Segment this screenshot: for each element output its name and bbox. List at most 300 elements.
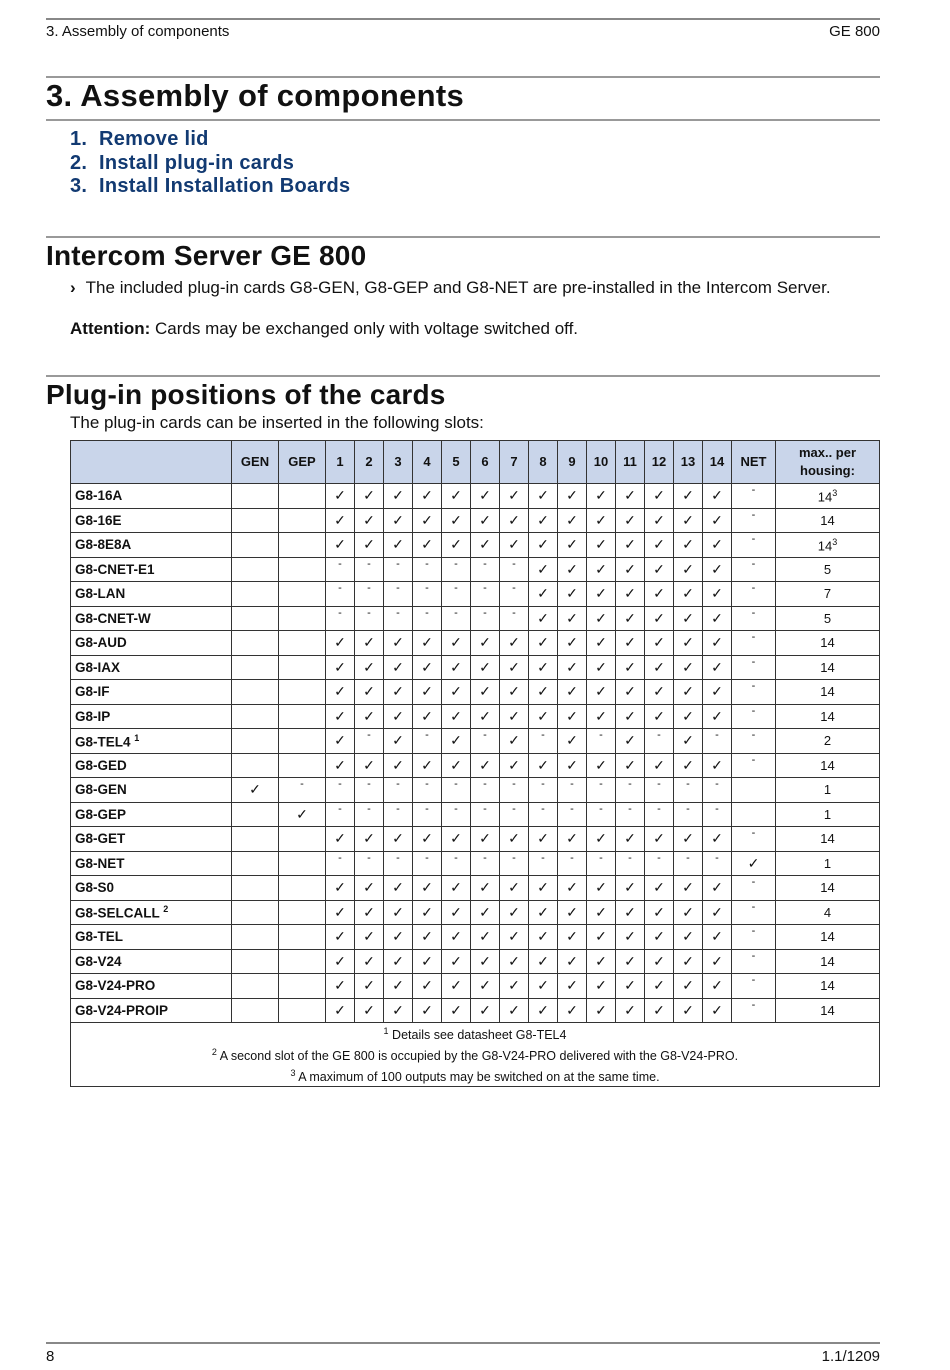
check-icon: ✓ — [616, 484, 645, 509]
check-icon: ✓ — [645, 900, 674, 925]
check-icon: ✓ — [616, 753, 645, 778]
check-icon: ✓ — [326, 680, 355, 705]
check-icon: ✓ — [645, 484, 674, 509]
check-icon: ✓ — [558, 704, 587, 729]
header-rule — [46, 18, 880, 20]
not-allowed-dash: - — [732, 876, 776, 901]
check-icon: ✓ — [384, 900, 413, 925]
empty-cell — [732, 802, 776, 827]
attention-paragraph — [70, 319, 578, 339]
empty-cell — [279, 827, 326, 852]
check-icon: ✓ — [355, 704, 384, 729]
step-list — [70, 128, 350, 199]
check-icon: ✓ — [500, 753, 529, 778]
empty-cell — [279, 925, 326, 950]
check-icon: ✓ — [703, 827, 732, 852]
empty-cell — [232, 998, 279, 1023]
card-name-cell: G8-AUD — [71, 631, 232, 656]
footnote: $^2$ A second slot of the GE 800 is occupied by the G8-V24-PRO delivered with the G8-V24-PRO. — [211, 1047, 739, 1064]
max-per-housing-cell: 14 — [776, 974, 880, 999]
max-per-housing-cell: 14 — [776, 949, 880, 974]
check-icon: ✓ — [587, 631, 616, 656]
check-icon: ✓ — [384, 631, 413, 656]
page-number: 8 — [46, 1348, 55, 1365]
check-icon: ✓ — [355, 925, 384, 950]
not-allowed-dash: - — [587, 729, 616, 754]
check-icon: ✓ — [616, 998, 645, 1023]
empty-cell — [279, 680, 326, 705]
check-icon: ✓ — [442, 925, 471, 950]
not-allowed-dash: - — [732, 949, 776, 974]
check-icon: ✓ — [587, 925, 616, 950]
check-icon: ✓ — [355, 876, 384, 901]
empty-cell — [232, 729, 279, 754]
check-icon: ✓ — [616, 533, 645, 558]
check-icon: ✓ — [471, 900, 500, 925]
check-icon: ✓ — [616, 582, 645, 607]
check-icon: ✓ — [413, 631, 442, 656]
table-row — [71, 949, 880, 974]
not-allowed-dash: - — [355, 582, 384, 607]
footnote: $^3$ A maximum of 100 outputs may be switched on at the same time. — [290, 1068, 660, 1085]
not-allowed-dash: - — [732, 557, 776, 582]
not-allowed-dash: - — [471, 606, 500, 631]
check-icon: ✓ — [587, 753, 616, 778]
empty-cell — [279, 876, 326, 901]
card-name-cell: G8-16E — [71, 508, 232, 533]
check-icon: ✓ — [558, 974, 587, 999]
empty-cell — [232, 655, 279, 680]
check-icon: ✓ — [384, 704, 413, 729]
not-allowed-dash: - — [732, 606, 776, 631]
check-icon: ✓ — [732, 851, 776, 876]
max-per-housing-cell: 4 — [776, 900, 880, 925]
check-icon: ✓ — [442, 484, 471, 509]
running-header-section: 3. Assembly of components — [46, 23, 230, 40]
check-icon: ✓ — [558, 582, 587, 607]
table-intro: The plug-in cards can be inserted in the following slots: — [70, 413, 484, 432]
table-row — [71, 680, 880, 705]
check-icon: ✓ — [616, 974, 645, 999]
chevron-right-icon: › — [70, 278, 76, 297]
check-icon: ✓ — [471, 925, 500, 950]
not-allowed-dash: - — [500, 802, 529, 827]
not-allowed-dash: - — [732, 704, 776, 729]
table-row — [71, 998, 880, 1023]
check-icon: ✓ — [326, 508, 355, 533]
check-icon: ✓ — [326, 729, 355, 754]
check-icon: ✓ — [703, 606, 732, 631]
empty-cell — [279, 508, 326, 533]
not-allowed-dash: - — [384, 802, 413, 827]
check-icon: ✓ — [558, 680, 587, 705]
check-icon: ✓ — [355, 631, 384, 656]
not-allowed-dash: - — [703, 729, 732, 754]
table-row — [71, 655, 880, 680]
check-icon: ✓ — [279, 802, 326, 827]
max-per-housing-cell: 14 — [776, 876, 880, 901]
check-icon: ✓ — [413, 753, 442, 778]
check-icon: ✓ — [587, 557, 616, 582]
empty-cell — [279, 655, 326, 680]
check-icon: ✓ — [558, 827, 587, 852]
empty-cell — [279, 484, 326, 509]
column-header: 6 — [471, 441, 500, 484]
footnotes-row — [71, 1023, 880, 1087]
not-allowed-dash: - — [471, 582, 500, 607]
empty-cell — [279, 533, 326, 558]
check-icon: ✓ — [326, 631, 355, 656]
check-icon: ✓ — [529, 949, 558, 974]
check-icon: ✓ — [529, 680, 558, 705]
empty-cell — [232, 680, 279, 705]
check-icon: ✓ — [558, 729, 587, 754]
check-icon: ✓ — [355, 533, 384, 558]
empty-cell — [732, 778, 776, 803]
empty-cell — [232, 704, 279, 729]
check-icon: ✓ — [703, 900, 732, 925]
not-allowed-dash: - — [326, 802, 355, 827]
check-icon: ✓ — [558, 533, 587, 558]
check-icon: ✓ — [674, 655, 703, 680]
card-name-cell: G8-TEL4 $^1$ — [71, 729, 232, 754]
not-allowed-dash: - — [558, 778, 587, 803]
check-icon: ✓ — [616, 827, 645, 852]
not-allowed-dash: - — [413, 802, 442, 827]
check-icon: ✓ — [529, 998, 558, 1023]
check-icon: ✓ — [500, 631, 529, 656]
not-allowed-dash: - — [413, 729, 442, 754]
table-header-row — [71, 441, 880, 484]
not-allowed-dash: - — [355, 557, 384, 582]
check-icon: ✓ — [326, 533, 355, 558]
check-icon: ✓ — [500, 508, 529, 533]
not-allowed-dash: - — [442, 851, 471, 876]
check-icon: ✓ — [500, 998, 529, 1023]
not-allowed-dash: - — [732, 753, 776, 778]
check-icon: ✓ — [442, 974, 471, 999]
not-allowed-dash: - — [326, 582, 355, 607]
max-per-housing-cell: 14 — [776, 680, 880, 705]
table-row — [71, 753, 880, 778]
check-icon: ✓ — [442, 704, 471, 729]
empty-cell — [279, 606, 326, 631]
card-name-cell: G8-S0 — [71, 876, 232, 901]
empty-cell — [232, 974, 279, 999]
empty-cell — [232, 533, 279, 558]
not-allowed-dash: - — [471, 851, 500, 876]
check-icon: ✓ — [326, 876, 355, 901]
not-allowed-dash: - — [732, 680, 776, 705]
check-icon: ✓ — [355, 827, 384, 852]
empty-cell — [232, 753, 279, 778]
not-allowed-dash: - — [703, 851, 732, 876]
not-allowed-dash: - — [326, 606, 355, 631]
max-per-housing-cell: 14 — [776, 508, 880, 533]
title-rule-bottom — [46, 119, 880, 121]
check-icon: ✓ — [616, 606, 645, 631]
not-allowed-dash: - — [732, 508, 776, 533]
check-icon: ✓ — [355, 974, 384, 999]
check-icon: ✓ — [442, 753, 471, 778]
check-icon: ✓ — [326, 484, 355, 509]
not-allowed-dash: - — [732, 998, 776, 1023]
empty-cell — [279, 631, 326, 656]
check-icon: ✓ — [326, 704, 355, 729]
check-icon: ✓ — [500, 533, 529, 558]
running-header-product: GE 800 — [829, 23, 880, 40]
check-icon: ✓ — [384, 680, 413, 705]
footnote-ref: 3 — [832, 487, 838, 498]
check-icon: ✓ — [616, 900, 645, 925]
check-icon: ✓ — [674, 974, 703, 999]
step-item[interactable]: 1. Remove lid — [70, 128, 209, 150]
page-title: 3. Assembly of components — [46, 78, 465, 113]
max-per-housing-cell: 1 — [776, 802, 880, 827]
check-icon: ✓ — [587, 998, 616, 1023]
not-allowed-dash: - — [500, 851, 529, 876]
check-icon: ✓ — [558, 606, 587, 631]
table-row — [71, 851, 880, 876]
empty-cell — [279, 974, 326, 999]
check-icon: ✓ — [616, 557, 645, 582]
empty-cell — [232, 557, 279, 582]
check-icon: ✓ — [558, 998, 587, 1023]
not-allowed-dash: - — [616, 851, 645, 876]
card-name-cell: G8-SELCALL $^2$ — [71, 900, 232, 925]
not-allowed-dash: - — [384, 606, 413, 631]
empty-cell — [232, 508, 279, 533]
check-icon: ✓ — [384, 998, 413, 1023]
check-icon: ✓ — [529, 508, 558, 533]
not-allowed-dash: - — [732, 925, 776, 950]
check-icon: ✓ — [529, 704, 558, 729]
not-allowed-dash: - — [645, 851, 674, 876]
table-row — [71, 729, 880, 754]
check-icon: ✓ — [471, 484, 500, 509]
check-icon: ✓ — [442, 508, 471, 533]
check-icon: ✓ — [674, 925, 703, 950]
check-icon: ✓ — [326, 753, 355, 778]
table-row — [71, 557, 880, 582]
check-icon: ✓ — [471, 753, 500, 778]
empty-cell — [232, 925, 279, 950]
footnotes — [71, 1023, 880, 1087]
check-icon: ✓ — [703, 998, 732, 1023]
check-icon: ✓ — [500, 876, 529, 901]
not-allowed-dash: - — [384, 557, 413, 582]
max-per-housing-cell: 1 — [776, 778, 880, 803]
check-icon: ✓ — [529, 557, 558, 582]
not-allowed-dash: - — [326, 557, 355, 582]
not-allowed-dash: - — [529, 729, 558, 754]
empty-cell — [279, 900, 326, 925]
attention-text: Cards may be exchanged only with voltage switched off. — [155, 319, 579, 338]
check-icon: ✓ — [529, 753, 558, 778]
column-header: 2 — [355, 441, 384, 484]
not-allowed-dash: - — [326, 851, 355, 876]
check-icon: ✓ — [645, 655, 674, 680]
not-allowed-dash: - — [674, 802, 703, 827]
not-allowed-dash: - — [355, 606, 384, 631]
card-name-cell: G8-CNET-E1 — [71, 557, 232, 582]
not-allowed-dash: - — [442, 606, 471, 631]
check-icon: ✓ — [326, 827, 355, 852]
not-allowed-dash: - — [732, 974, 776, 999]
not-allowed-dash: - — [413, 606, 442, 631]
not-allowed-dash: - — [355, 778, 384, 803]
check-icon: ✓ — [355, 998, 384, 1023]
max-per-housing-cell: 14 — [776, 925, 880, 950]
check-icon: ✓ — [529, 900, 558, 925]
check-icon: ✓ — [645, 876, 674, 901]
check-icon: ✓ — [674, 484, 703, 509]
check-icon: ✓ — [471, 508, 500, 533]
check-icon: ✓ — [703, 925, 732, 950]
max-per-housing-cell: 14 — [776, 753, 880, 778]
table-row — [71, 484, 880, 509]
check-icon: ✓ — [413, 974, 442, 999]
check-icon: ✓ — [703, 484, 732, 509]
card-name-cell: G8-V24-PRO — [71, 974, 232, 999]
check-icon: ✓ — [442, 729, 471, 754]
empty-cell — [232, 876, 279, 901]
column-header: 12 — [645, 441, 674, 484]
check-icon: ✓ — [384, 655, 413, 680]
check-icon: ✓ — [558, 876, 587, 901]
check-icon: ✓ — [558, 753, 587, 778]
check-icon: ✓ — [587, 508, 616, 533]
check-icon: ✓ — [587, 606, 616, 631]
check-icon: ✓ — [674, 680, 703, 705]
table-row — [71, 974, 880, 999]
check-icon: ✓ — [413, 900, 442, 925]
check-icon: ✓ — [471, 974, 500, 999]
check-icon: ✓ — [442, 655, 471, 680]
footnote-ref: 1 — [134, 732, 140, 743]
check-icon: ✓ — [471, 827, 500, 852]
not-allowed-dash: - — [703, 778, 732, 803]
check-icon: ✓ — [355, 949, 384, 974]
check-icon: ✓ — [384, 729, 413, 754]
card-name-cell: G8-TEL — [71, 925, 232, 950]
check-icon: ✓ — [587, 827, 616, 852]
table-row — [71, 631, 880, 656]
check-icon: ✓ — [645, 680, 674, 705]
column-header: GEP — [279, 441, 326, 484]
not-allowed-dash: - — [442, 582, 471, 607]
check-icon: ✓ — [384, 753, 413, 778]
check-icon: ✓ — [471, 876, 500, 901]
check-icon: ✓ — [355, 655, 384, 680]
check-icon: ✓ — [645, 533, 674, 558]
check-icon: ✓ — [674, 998, 703, 1023]
check-icon: ✓ — [413, 949, 442, 974]
not-allowed-dash: - — [355, 729, 384, 754]
check-icon: ✓ — [471, 631, 500, 656]
check-icon: ✓ — [558, 557, 587, 582]
not-allowed-dash: - — [471, 729, 500, 754]
check-icon: ✓ — [326, 949, 355, 974]
check-icon: ✓ — [442, 631, 471, 656]
empty-cell — [279, 949, 326, 974]
not-allowed-dash: - — [732, 729, 776, 754]
check-icon: ✓ — [413, 704, 442, 729]
check-icon: ✓ — [442, 680, 471, 705]
check-icon: ✓ — [413, 876, 442, 901]
check-icon: ✓ — [674, 533, 703, 558]
check-icon: ✓ — [587, 704, 616, 729]
column-header: 9 — [558, 441, 587, 484]
check-icon: ✓ — [413, 508, 442, 533]
check-icon: ✓ — [442, 533, 471, 558]
not-allowed-dash: - — [413, 851, 442, 876]
check-icon: ✓ — [471, 680, 500, 705]
not-allowed-dash: - — [279, 778, 326, 803]
check-icon: ✓ — [500, 484, 529, 509]
column-header: 1 — [326, 441, 355, 484]
max-per-housing-cell: 14 — [776, 655, 880, 680]
check-icon: ✓ — [645, 557, 674, 582]
check-icon: ✓ — [616, 508, 645, 533]
not-allowed-dash: - — [732, 484, 776, 509]
check-icon: ✓ — [703, 974, 732, 999]
check-icon: ✓ — [413, 827, 442, 852]
not-allowed-dash: - — [471, 778, 500, 803]
table-row — [71, 925, 880, 950]
max-per-housing-cell: $14^3$ — [776, 484, 880, 509]
check-icon: ✓ — [384, 925, 413, 950]
check-icon: ✓ — [355, 484, 384, 509]
check-icon: ✓ — [674, 753, 703, 778]
card-name-cell: G8-NET — [71, 851, 232, 876]
footnote-ref: 2 — [163, 904, 169, 914]
check-icon: ✓ — [413, 655, 442, 680]
check-icon: ✓ — [645, 827, 674, 852]
check-icon: ✓ — [471, 949, 500, 974]
not-allowed-dash: - — [384, 778, 413, 803]
check-icon: ✓ — [529, 876, 558, 901]
check-icon: ✓ — [674, 949, 703, 974]
check-icon: ✓ — [587, 949, 616, 974]
check-icon: ✓ — [703, 582, 732, 607]
check-icon: ✓ — [616, 925, 645, 950]
not-allowed-dash: - — [674, 851, 703, 876]
check-icon: ✓ — [413, 680, 442, 705]
check-icon: ✓ — [703, 508, 732, 533]
card-name-cell: G8-GED — [71, 753, 232, 778]
check-icon: ✓ — [587, 655, 616, 680]
step-item[interactable]: 3. Install Installation Boards — [70, 175, 351, 197]
bullet-paragraph: › The included plug-in cards G8-GEN, G8-GEP and G8-NET are pre-installed in the Intercom Server. — [70, 278, 831, 297]
not-allowed-dash: - — [442, 778, 471, 803]
empty-cell — [232, 582, 279, 607]
column-header: 13 — [674, 441, 703, 484]
not-allowed-dash: - — [587, 802, 616, 827]
check-icon: ✓ — [384, 533, 413, 558]
table-row — [71, 582, 880, 607]
not-allowed-dash: - — [326, 778, 355, 803]
step-item[interactable]: 2. Install plug-in cards — [70, 151, 295, 174]
table-row — [71, 508, 880, 533]
not-allowed-dash: - — [645, 802, 674, 827]
not-allowed-dash: - — [500, 582, 529, 607]
not-allowed-dash: - — [413, 778, 442, 803]
column-header: NET — [732, 441, 776, 484]
not-allowed-dash: - — [442, 802, 471, 827]
check-icon: ✓ — [232, 778, 279, 803]
check-icon: ✓ — [645, 998, 674, 1023]
